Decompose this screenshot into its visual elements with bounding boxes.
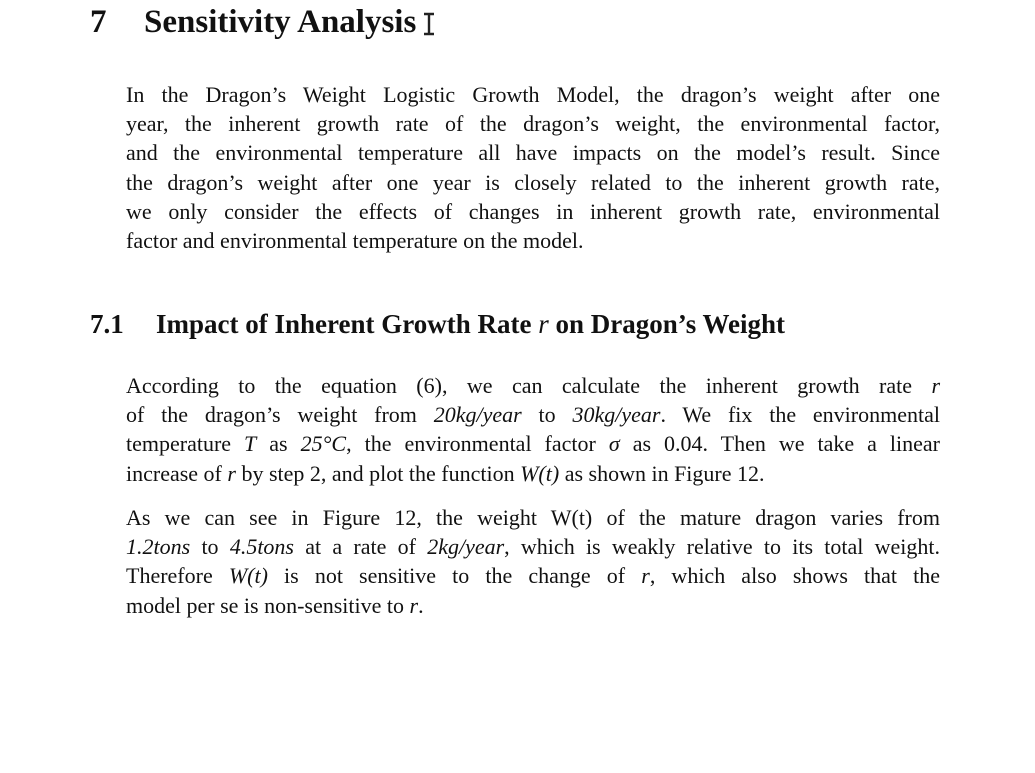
text-run: Therefore	[126, 563, 229, 589]
math-run: W(t)	[228, 563, 268, 589]
math-run: 30kg/year	[572, 402, 661, 428]
intro-line: we only consider the effects of changes in inherent growth rate, environmental	[126, 198, 940, 224]
math-run: 0.04	[664, 431, 703, 457]
paragraph-line	[90, 400, 940, 429]
math-run: 4.5tons	[229, 534, 294, 560]
text-run: to	[190, 534, 230, 560]
paragraph-line	[90, 561, 940, 590]
intro-paragraph	[90, 80, 940, 255]
subsection-title-after: on Dragon’s Weight	[548, 309, 786, 339]
text-run: as	[619, 431, 665, 457]
paragraph-line: As we can see in Figure 12, the weight W(t) of the mature dragon varies from	[126, 505, 940, 530]
text-run: at a rate of	[294, 534, 428, 560]
text-run: . We fix the environmental	[660, 402, 940, 428]
math-run: 25°C	[300, 431, 347, 457]
math-run: r	[931, 373, 940, 398]
math-run: σ	[608, 431, 620, 457]
text-run: to	[521, 402, 573, 428]
text-run: by step	[235, 460, 310, 486]
subsection-heading	[90, 306, 785, 342]
math-run: W(t)	[520, 460, 560, 486]
text-run: model per se is non-sensitive to	[126, 592, 410, 618]
text-run: . Then we take a linear	[702, 431, 940, 457]
text-run: as	[256, 431, 301, 457]
intro-line: factor and environmental temperature on the model.	[126, 228, 584, 254]
text-run: , and plot the function	[320, 460, 521, 486]
intro-line: the dragon’s weight after one year is closely related to the inherent growth rate,	[126, 169, 940, 195]
paragraph-line	[90, 459, 940, 488]
math-run: r	[641, 563, 650, 589]
text-run: .	[418, 592, 424, 618]
math-run: T	[244, 431, 257, 457]
intro-line: and the environmental temperature all have impacts on the model’s result. Since	[126, 140, 940, 166]
subsection-title-var: r	[538, 309, 549, 339]
text-run: temperature	[126, 431, 245, 457]
paragraph-line	[90, 591, 940, 620]
paragraph-line	[90, 532, 940, 561]
subsection-title-before: Impact of Inherent Growth Rate	[156, 309, 539, 339]
text-run: of the dragon’s weight from	[126, 402, 434, 428]
text-run: , the environmental factor	[346, 431, 609, 457]
section-title: Sensitivity Analysis	[144, 4, 417, 40]
paragraph-line	[90, 429, 940, 458]
text-run: is not sensitive to the change of	[267, 563, 642, 589]
growth-rate-paragraph	[90, 371, 940, 488]
section-heading	[90, 2, 436, 46]
text-cursor-icon	[422, 6, 436, 46]
text-run: , which also shows that the	[649, 563, 940, 589]
intro-line: In the Dragon’s Weight Logistic Growth Model, the dragon’s weight after one	[126, 82, 940, 107]
text-run: increase of	[126, 460, 228, 486]
math-run: r	[409, 592, 419, 618]
text-run: , which is weakly relative to its total weight.	[504, 534, 940, 560]
section-number: 7	[90, 4, 107, 40]
math-run: 1.2tons	[126, 534, 191, 560]
subsection-number: 7.1	[90, 309, 124, 339]
math-run: 2	[309, 460, 321, 486]
math-run: r	[227, 460, 236, 486]
intro-line: year, the inherent growth rate of the dragon’s weight, the environmental factor,	[126, 111, 940, 137]
paragraph-line	[90, 371, 940, 400]
math-run: 2kg/year	[427, 534, 505, 560]
math-run: 20kg/year	[433, 402, 522, 428]
text-run: as shown in Figure 12.	[559, 460, 765, 486]
result-paragraph	[90, 503, 940, 620]
text-run: According to the equation (6), we can calculate the inherent growth rate	[126, 373, 932, 398]
